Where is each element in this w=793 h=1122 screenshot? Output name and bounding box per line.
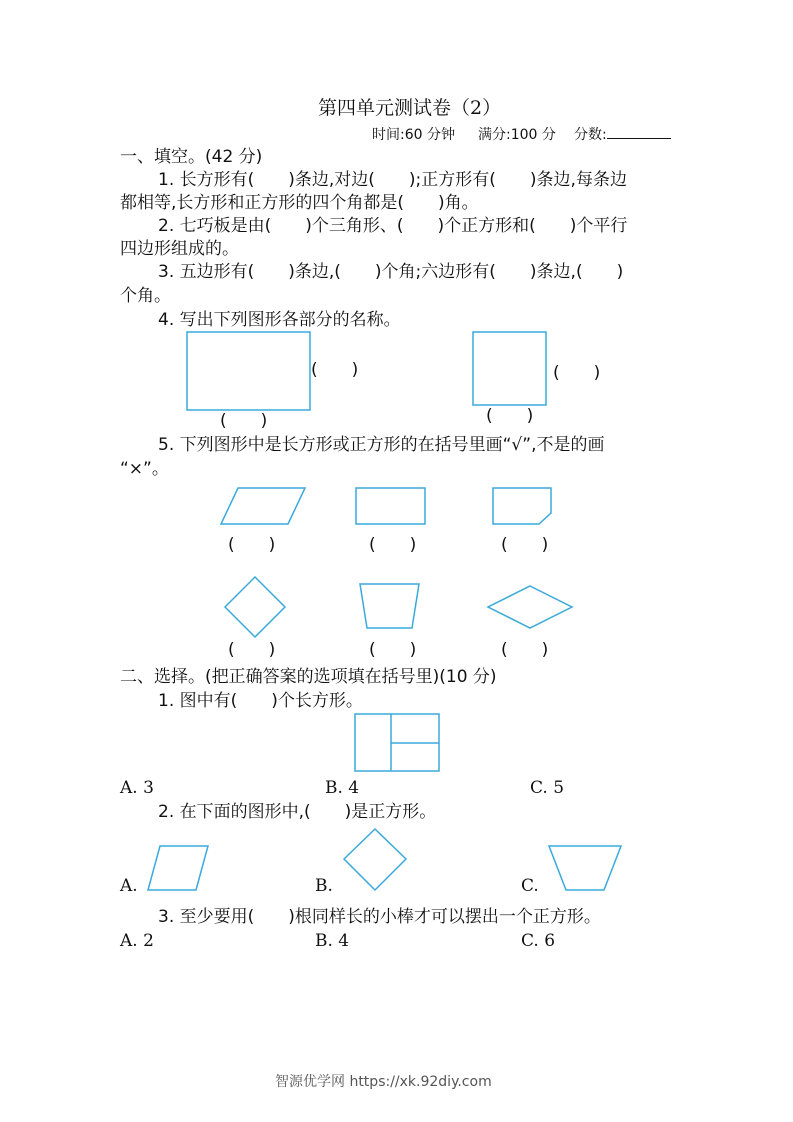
square-figure: [473, 332, 546, 405]
answer-paren[interactable]: ( ): [501, 640, 549, 660]
trapezoid-shape: [360, 584, 419, 628]
q4-text: 4. 写出下列图形各部分的名称。: [158, 310, 401, 330]
answer-paren[interactable]: ( ): [369, 535, 417, 555]
q5-line1: 5. 下列图形中是长方形或正方形的在括号里画“√”,不是的画: [158, 435, 605, 455]
rectangle-shape: [356, 488, 425, 524]
rectangle-figure: [187, 332, 310, 410]
option-b-square: [344, 829, 406, 890]
rotated-square-shape: [225, 577, 285, 637]
q3-line2: 个角。: [120, 286, 171, 306]
s2-q2-option-c[interactable]: C.: [521, 876, 539, 896]
answer-paren[interactable]: ( ): [220, 411, 268, 431]
q1-line2: 都相等,长方形和正方形的四个角都是( )角。: [120, 193, 479, 213]
rhombus-shape: [488, 586, 572, 628]
q5-line2: “×”。: [120, 459, 169, 479]
s2-q3-option-c[interactable]: C. 6: [521, 931, 556, 951]
s2-q3-option-a[interactable]: A. 2: [120, 931, 154, 951]
parallelogram-shape: [221, 488, 305, 524]
cut-corner-rectangle-shape: [493, 488, 551, 524]
answer-paren[interactable]: ( ): [501, 535, 549, 555]
section2-heading: 二、选择。(把正确答案的选项填在括号里)(10 分): [120, 667, 497, 687]
s2-q1-text: 1. 图中有( )个长方形。: [158, 691, 363, 711]
full-score: 满分:100 分: [478, 127, 556, 143]
option-c-trapezoid: [549, 846, 621, 890]
q3-line1: 3. 五边形有( )条边,( )个角;六边形有( )条边,( ): [158, 262, 624, 282]
answer-paren[interactable]: ( ): [311, 360, 359, 380]
answer-paren[interactable]: ( ): [228, 535, 276, 555]
footer-watermark: 智源优学网 https://xk.92diy.com: [275, 1074, 492, 1090]
s2-q2-option-b[interactable]: B.: [315, 876, 333, 896]
page-title: 第四单元测试卷（2）: [318, 97, 502, 119]
section1-heading: 一、填空。(42 分): [120, 147, 263, 167]
q1-line1: 1. 长方形有( )条边,对边( );正方形有( )条边,每条边: [158, 170, 627, 190]
answer-paren[interactable]: ( ): [553, 363, 601, 383]
s2-q3-text: 3. 至少要用( )根同样长的小棒才可以摆出一个正方形。: [158, 907, 601, 927]
time-limit: 时间:60 分钟: [372, 127, 455, 143]
answer-paren[interactable]: ( ): [369, 640, 417, 660]
s2-q1-option-c[interactable]: C. 5: [530, 778, 565, 798]
answer-paren[interactable]: ( ): [228, 640, 276, 660]
option-a-parallelogram: [148, 846, 208, 890]
s2-q2-text: 2. 在下面的图形中,( )是正方形。: [158, 802, 437, 822]
q2-line1: 2. 七巧板是由( )个三角形、( )个正方形和( )个平行: [158, 216, 628, 236]
s2-q2-option-a[interactable]: A.: [120, 876, 138, 896]
score-label: 分数:: [574, 124, 671, 146]
s2-q1-option-a[interactable]: A. 3: [120, 778, 154, 798]
s2-q3-option-b[interactable]: B. 4: [315, 931, 350, 951]
s2-q1-option-b[interactable]: B. 4: [325, 778, 360, 798]
q2-line2: 四边形组成的。: [120, 239, 239, 259]
answer-paren[interactable]: ( ): [486, 406, 534, 426]
